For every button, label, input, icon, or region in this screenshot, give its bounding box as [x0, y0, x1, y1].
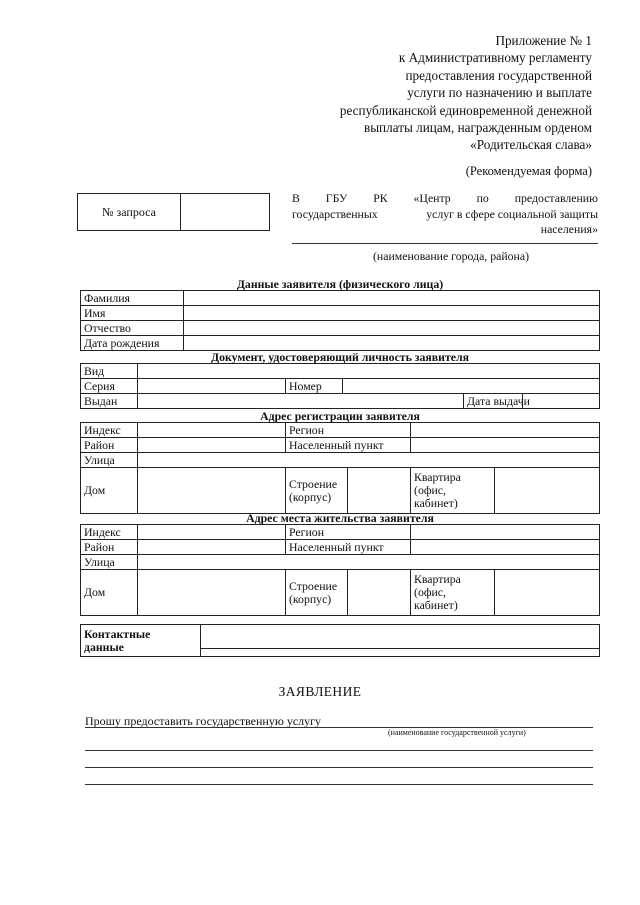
identity-section-title: Документ, удостоверяющий личность заявителя [210, 350, 470, 364]
doc-issue-date-label: Дата выдачи [464, 394, 523, 409]
surname-label: Фамилия [81, 291, 184, 306]
reg-index-label: Индекс [81, 423, 138, 438]
live-building-label-l1: Строение [289, 578, 338, 593]
live-locality-field[interactable] [411, 540, 600, 555]
contacts-table [80, 624, 600, 657]
service-name-caption: (наименование государственной услуги) [388, 728, 526, 737]
live-index-field[interactable] [138, 525, 286, 540]
reg-street-field[interactable] [138, 453, 600, 468]
live-building-label [286, 570, 348, 616]
addressee-word: предоставлению [514, 191, 598, 205]
live-street-field[interactable] [138, 555, 600, 570]
header-line: выплаты лицам, награжденным орденом [363, 120, 592, 136]
live-district-field[interactable] [138, 540, 286, 555]
live-street-label: Улица [81, 555, 138, 570]
addressee-word: «Центр [413, 191, 451, 205]
addressee-line-1 [292, 191, 598, 207]
reg-apartment-field[interactable] [495, 468, 600, 514]
patronymic-label: Отчество [81, 321, 184, 336]
live-apartment-label-l3: кабинет) [414, 598, 458, 612]
request-number-label: № запроса [78, 194, 181, 230]
addressee-word: ГБУ [325, 191, 348, 205]
reg-house-label: Дом [81, 468, 138, 514]
live-address-section-title: Адрес места жительства заявителя [246, 511, 434, 525]
header-line: услуги по назначению и выплате [407, 85, 592, 101]
reg-district-label: Район [81, 438, 138, 453]
name-label: Имя [81, 306, 184, 321]
reg-address-section-title: Адрес регистрации заявителя [260, 409, 420, 423]
addressee-word: услуг в сфере социальной защиты [426, 206, 598, 221]
reg-building-field[interactable] [348, 468, 411, 514]
patronymic-field[interactable] [184, 321, 600, 336]
live-apartment-label [411, 570, 495, 616]
reg-region-field[interactable] [411, 423, 600, 438]
doc-issued-field[interactable] [138, 394, 464, 409]
live-locality-label: Населенный пункт [286, 540, 411, 555]
live-district-label: Район [81, 540, 138, 555]
birth-date-field[interactable] [184, 336, 600, 351]
live-house-label: Дом [81, 570, 138, 616]
contacts-label [81, 625, 201, 657]
surname-field[interactable] [184, 291, 600, 306]
reg-building-label [286, 468, 348, 514]
addressee-word: по [476, 191, 489, 205]
doc-series-label: Серия [81, 379, 138, 394]
contacts-label-l1: Контактные [84, 626, 151, 641]
reg-street-label: Улица [81, 453, 138, 468]
header-line: предоставления государственной [405, 67, 592, 83]
appendix-header [262, 32, 592, 154]
live-apartment-label-l1: Квартира [414, 572, 461, 586]
doc-number-label: Номер [286, 379, 343, 394]
reg-apartment-label-l3: кабинет) [414, 496, 458, 510]
reg-district-field[interactable] [138, 438, 286, 453]
live-address-table [80, 524, 600, 616]
reg-apartment-label-l1: Квартира [414, 470, 461, 484]
doc-type-label: Вид [81, 364, 138, 379]
doc-issue-date-field[interactable] [523, 394, 600, 409]
header-line: «Родительская слава» [470, 137, 592, 153]
doc-issued-label: Выдан [81, 394, 138, 409]
live-region-field[interactable] [411, 525, 600, 540]
header-line: республиканской единовременной денежной [339, 102, 592, 118]
reg-locality-field[interactable] [411, 438, 600, 453]
applicant-table [80, 290, 600, 351]
live-apartment-label-l2: (офис, [414, 585, 446, 599]
statement-title: ЗАЯВЛЕНИЕ [278, 684, 362, 699]
live-apartment-field[interactable] [495, 570, 600, 616]
reg-address-table [80, 422, 600, 514]
identity-table [80, 363, 600, 409]
reg-apartment-label [411, 468, 495, 514]
city-input-line[interactable] [292, 243, 598, 244]
header-line: к Административному регламенту [398, 50, 592, 66]
reg-index-field[interactable] [138, 423, 286, 438]
live-index-label: Индекс [81, 525, 138, 540]
addressee-word: государственных [292, 206, 378, 221]
request-number-box [77, 193, 270, 231]
addressee-word: РК [373, 191, 388, 205]
live-region-label: Регион [286, 525, 411, 540]
live-house-field[interactable] [138, 570, 286, 616]
statement-text-line[interactable] [85, 784, 593, 785]
statement-text-line[interactable] [85, 750, 593, 751]
doc-number-field[interactable] [343, 379, 600, 394]
addressee [292, 191, 598, 238]
request-number-field[interactable] [182, 196, 267, 228]
reg-region-label: Регион [286, 423, 411, 438]
header-line: Приложение № 1 [495, 33, 592, 48]
addressee-word: В [292, 191, 300, 205]
service-request-text: Прошу предоставить государственную услугу [85, 714, 322, 728]
live-building-label-l2: (корпус) [289, 591, 332, 606]
statement-text-line[interactable] [85, 767, 593, 768]
live-building-field[interactable] [348, 570, 411, 616]
addressee-line-3: населения» [540, 222, 598, 236]
doc-series-field[interactable] [138, 379, 286, 394]
reg-locality-label: Населенный пункт [286, 438, 411, 453]
reg-house-field[interactable] [138, 468, 286, 514]
name-field[interactable] [184, 306, 600, 321]
reg-apartment-label-l2: (офис, [414, 483, 446, 497]
contacts-label-l2: данные [84, 639, 124, 654]
contacts-field[interactable] [201, 625, 600, 657]
reg-building-label-l2: (корпус) [289, 489, 332, 504]
addressee-line-2 [292, 207, 598, 223]
doc-type-field[interactable] [138, 364, 600, 379]
recommended-form-note: (Рекомендуемая форма) [465, 164, 592, 178]
birth-date-label: Дата рождения [81, 336, 184, 351]
applicant-section-title: Данные заявителя (физического лица) [236, 277, 444, 291]
city-caption: (наименование города, района) [373, 249, 530, 263]
reg-building-label-l1: Строение [289, 476, 338, 491]
